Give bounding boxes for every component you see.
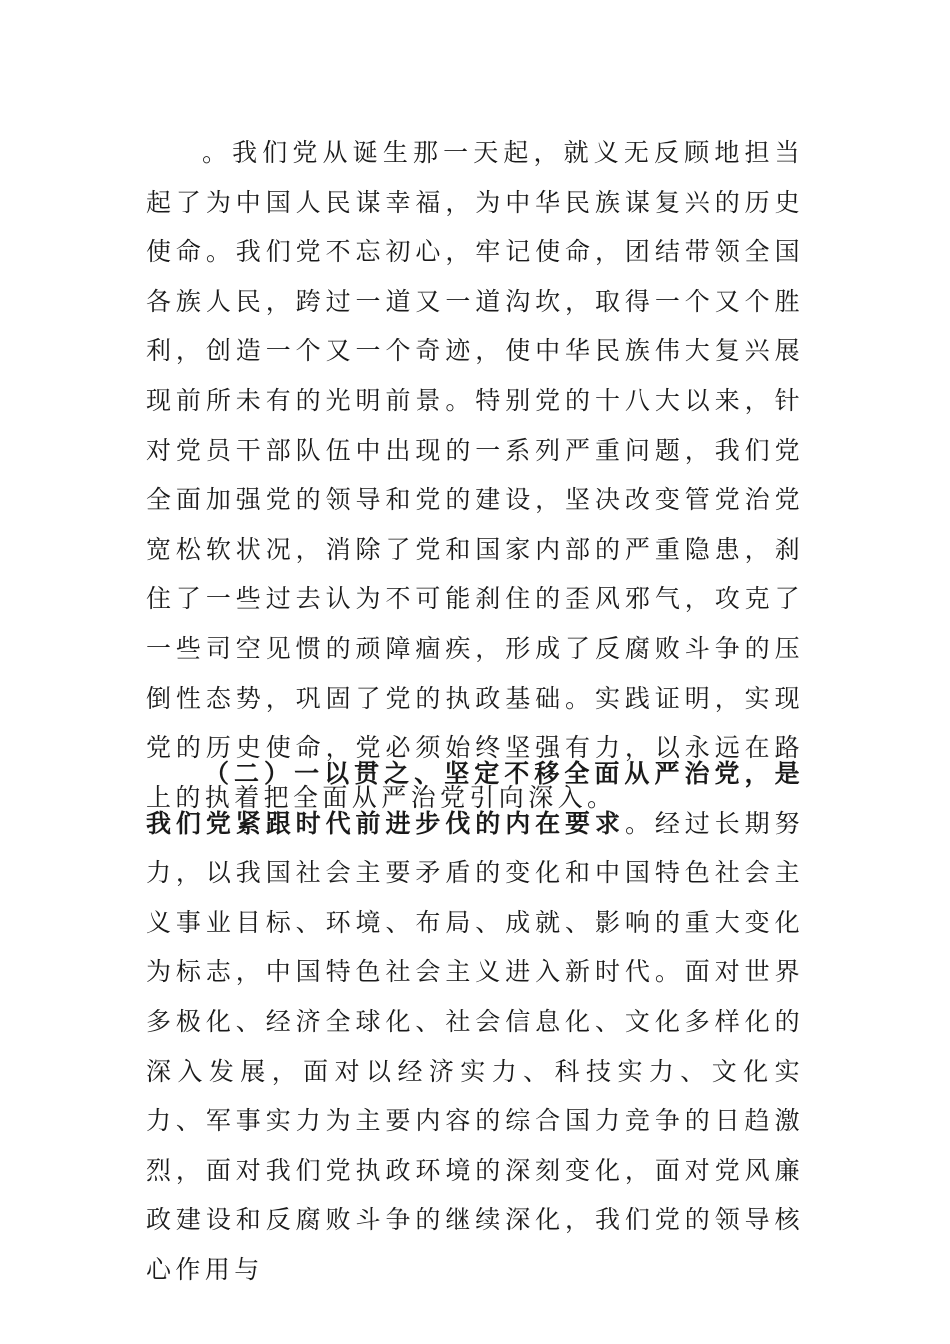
section-body-2: 。经过长期努力，以我国社会主要矛盾的变化和中国特色社会主义事业目标、环境、布局、成就、影响的重大变化为标志，中国特色社会主义进入新时代。面对世界多极化、经济全球化、社会信息化、文化多样化的深入发展，面对以经济实力、科技实力、文化实力、军事实力为主要内容的综合国力竞争的日趋激烈，面对我们党执政环境的深刻变化，面对党风廉政建设和反腐败斗争的继续深化，我们党的领导核心作用与 — [146, 808, 805, 1284]
body-paragraph-1: 。我们党从诞生那一天起，就义无反顾地担当起了为中国人民谋幸福，为中华民族谋复兴的历史使命。我们党不忘初心，牢记使命，团结带领全国各族人民，跨过一道又一道沟坎，取得一个又个胜利，创造一个又一个奇迹，使中华民族伟大复兴展现前所未有的光明前景。特别党的十八大以来，针对党员干部队伍中出现的一系列严重问题，我们党全面加强党的领导和党的建设，坚决改变管党治党宽松软状况，消除了党和国家内部的严重隐患，刹住了一些过去认为不可能刹住的歪风邪气，攻克了一些司空见惯的顽障痼疾，形成了反腐败斗争的压倒性态势，巩固了党的执政基础。实践证明，实现党的历史使命，党必须始终坚强有力，以永远在路上的执着把全面从严治党引向深入。 — [146, 138, 804, 812]
section-heading-2: （二）一以贯之、坚定不移全面从严治党，是我们党紧跟时代前进步伐的内在要求 — [146, 759, 804, 838]
body-paragraph-2 — [146, 749, 804, 1295]
